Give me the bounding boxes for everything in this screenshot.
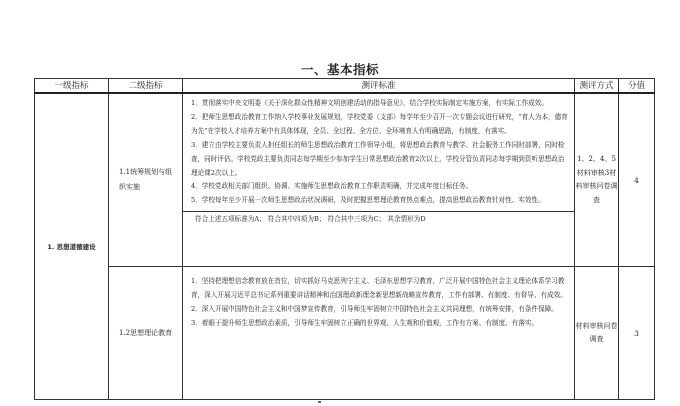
level2-cell: 1.1统筹规划与组织实施 [109, 93, 183, 267]
standard-item: 2．把师生思想政治教育工作纳入学校事业发展规划，学校党委（支部）每学年至少召开一次专题会议进行研究，“育人为本，德育为先”在学校人才培养方案中有具体体现，全员、全过程、全方位、全环境育人有明确思路，有制度，有落实。 [191, 112, 568, 135]
standard-cell [183, 93, 575, 267]
table-row [35, 93, 655, 267]
score-cell: 4 [619, 93, 655, 267]
indicator-table [34, 78, 655, 400]
page-mark [318, 401, 321, 403]
method-cell: 材料审核问卷调查 [575, 267, 619, 400]
score-cell: 3 [619, 267, 655, 400]
header-standard: 测评标准 [183, 79, 575, 94]
header-level1: 一级指标 [35, 79, 109, 94]
level2-cell: 1.2思想理论教育 [109, 267, 183, 400]
standard-item: 3．着眼于提升师生思想政治素质，引导师生牢固树立正确的世界观、人生观和价值观，工作有方案、有制度、有落实。 [191, 318, 539, 327]
header-method: 测评方式 [575, 79, 619, 94]
header-level2: 二级指标 [109, 79, 183, 94]
standard-cell [183, 267, 575, 400]
page-title: 一、基本指标 [300, 62, 379, 77]
standard-item: 2．深入开展中国特色社会主义和中国梦宣传教育，引导师生牢固树立中国特色社会主义共同理想，有统筹安排，有条件保障。 [191, 304, 558, 313]
standard-item: 5．学校每年至少开展一次师生思想政治状况调研，及时把握思想理论教育热点难点，提高思想政治教育针对性、实效性。 [191, 196, 545, 205]
table-header-row [35, 79, 655, 94]
standard-item: 3．建立由学校主要负责人担任组长的师生思想政治教育工作领导小组，将思想政治教育与教学、社会服务工作同时部署，同时检查，同时评估。学校党政主要负责同志每学期至少参加学生日常思想政治教育2次以上，学校分管负责同志每学期到资听思想政治理论课2次以上。 [191, 140, 565, 177]
level1-cell: 1. 思想道德建设 [35, 93, 109, 400]
method-cell: 1、2、4、5材料审核3材料审核问卷调查 [575, 93, 619, 267]
header-score: 分值 [619, 79, 655, 94]
rating-rule: 符合上述五项标准为A； 符合其中四项为B； 符合其中三项为C； 其余情形为D [183, 211, 574, 227]
standard-item: 1．贯彻落实中央文明委《关于深化群众性精神文明创建活动的指导意见》，结合学校实际制定实施方案，有实际工作成效。 [191, 99, 548, 107]
standard-item: 1．坚持把理想信念教育放在首位，切实抓好马克思列宁主义、毛泽东思想学习教育，广泛开展中国特色社会主义理论体系学习教育，深入开展习近平总书记系列重要讲话精神和治国理政新理念新思想新战略宣传教育，工作有部署、有制度、有督导、有成效。 [191, 277, 567, 299]
standard-item: 4．学校党政相关部门组织、协调、实施师生思想政治教育工作职责明确，并完成年度目标任务。 [191, 182, 473, 191]
table-row [35, 267, 655, 400]
